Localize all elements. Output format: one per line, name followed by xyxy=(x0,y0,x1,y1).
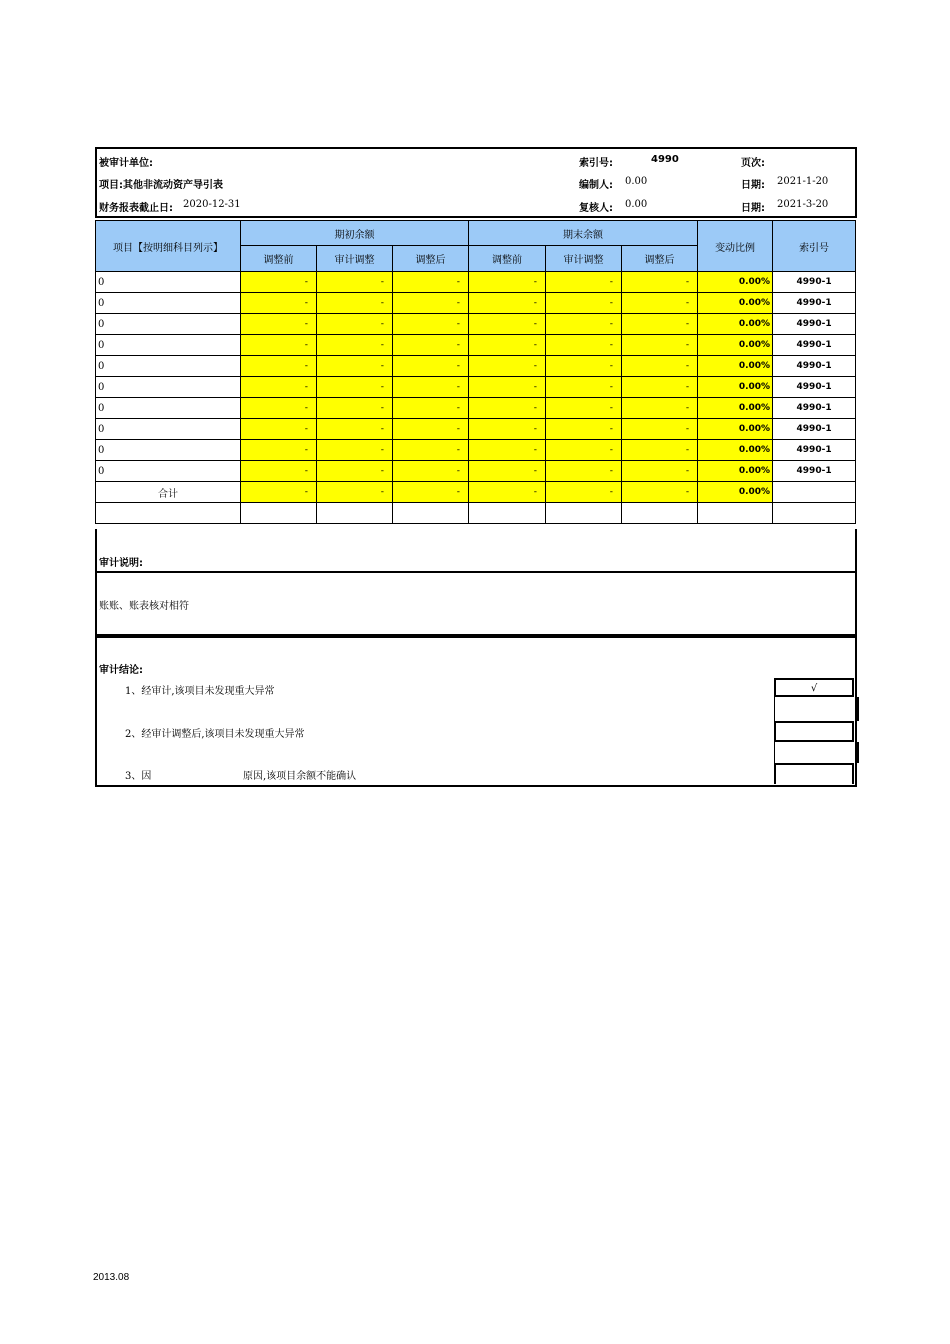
item-name-cell[interactable]: 0 xyxy=(96,335,241,356)
col-header-item: 项目【按明细科目列示】 xyxy=(96,221,241,272)
conclusion-label: 审计结论: xyxy=(99,665,143,676)
amount-cell[interactable]: - xyxy=(469,314,546,335)
amount-cell[interactable]: - xyxy=(393,272,469,293)
amount-cell[interactable]: - xyxy=(317,377,393,398)
table-row xyxy=(96,440,856,461)
amount-cell[interactable]: - xyxy=(622,335,698,356)
amount-cell[interactable]: - xyxy=(469,272,546,293)
reviewer-value[interactable]: 0.00 xyxy=(625,199,648,210)
amount-cell[interactable]: - xyxy=(622,293,698,314)
index-cell[interactable]: 4990-1 xyxy=(773,335,856,356)
amount-cell[interactable]: - xyxy=(622,314,698,335)
change-ratio-cell: 0.00% xyxy=(698,419,773,440)
total-row xyxy=(96,482,856,503)
index-cell[interactable]: 4990-1 xyxy=(773,356,856,377)
empty-cell[interactable] xyxy=(546,503,622,524)
conclusion-1-checkbox[interactable]: √ xyxy=(774,678,854,697)
conclusion-spacer xyxy=(774,697,859,721)
amount-cell[interactable]: - xyxy=(546,356,622,377)
empty-cell[interactable] xyxy=(773,503,856,524)
amount-cell[interactable]: - xyxy=(393,482,469,503)
amount-cell[interactable]: - xyxy=(622,377,698,398)
conclusion-3-checkbox[interactable] xyxy=(774,763,854,784)
period-label: 财务报表截止日: xyxy=(99,203,173,214)
change-ratio-cell: 0.00% xyxy=(698,314,773,335)
index-cell[interactable] xyxy=(773,482,856,503)
amount-cell[interactable]: - xyxy=(241,335,317,356)
col-header-index: 索引号 xyxy=(773,221,856,272)
amount-cell[interactable]: - xyxy=(241,440,317,461)
item-name-cell[interactable]: 0 xyxy=(96,419,241,440)
empty-cell[interactable] xyxy=(698,503,773,524)
col-header-end-balance: 期末余额 xyxy=(469,221,698,246)
amount-cell[interactable]: - xyxy=(393,377,469,398)
index-label: 索引号: xyxy=(579,158,613,169)
change-ratio-cell: 0.00% xyxy=(698,377,773,398)
index-value[interactable]: 4990 xyxy=(651,154,679,165)
amount-cell[interactable]: - xyxy=(241,356,317,377)
empty-row xyxy=(96,503,856,524)
amount-cell[interactable]: - xyxy=(317,356,393,377)
amount-cell[interactable]: - xyxy=(317,461,393,482)
item-name-cell[interactable]: 合计 xyxy=(96,482,241,503)
item-name-cell[interactable]: 0 xyxy=(96,377,241,398)
amount-cell[interactable]: - xyxy=(622,482,698,503)
col-header-change-ratio: 变动比例 xyxy=(698,221,773,272)
amount-cell[interactable]: - xyxy=(546,419,622,440)
index-cell[interactable]: 4990-1 xyxy=(773,419,856,440)
amount-cell[interactable]: - xyxy=(317,272,393,293)
amount-cell[interactable]: - xyxy=(622,419,698,440)
amount-cell[interactable]: - xyxy=(622,440,698,461)
table-row xyxy=(96,377,856,398)
conclusion-2-checkbox[interactable] xyxy=(774,721,854,742)
amount-cell[interactable]: - xyxy=(469,398,546,419)
amount-cell[interactable]: - xyxy=(546,440,622,461)
amount-cell[interactable]: - xyxy=(546,482,622,503)
sub-header-adjust: 审计调整 xyxy=(317,246,393,272)
sub-header-before: 调整前 xyxy=(241,246,317,272)
table-row xyxy=(96,356,856,377)
date1-label: 日期: xyxy=(741,180,765,191)
item-name-cell[interactable]: 0 xyxy=(96,398,241,419)
amount-cell[interactable]: - xyxy=(317,440,393,461)
index-cell[interactable]: 4990-1 xyxy=(773,272,856,293)
amount-cell[interactable]: - xyxy=(317,314,393,335)
amount-cell[interactable]: - xyxy=(317,419,393,440)
audit-note-block xyxy=(95,571,857,638)
amount-cell[interactable]: - xyxy=(622,356,698,377)
empty-cell[interactable] xyxy=(393,503,469,524)
amount-cell[interactable]: - xyxy=(546,272,622,293)
change-ratio-cell: 0.00% xyxy=(698,440,773,461)
amount-cell[interactable]: - xyxy=(622,398,698,419)
preparer-label: 编制人: xyxy=(579,180,613,191)
change-ratio-cell: 0.00% xyxy=(698,335,773,356)
empty-cell[interactable] xyxy=(96,503,241,524)
amount-cell[interactable]: - xyxy=(241,398,317,419)
amount-cell[interactable]: - xyxy=(317,335,393,356)
item-name-cell[interactable]: 0 xyxy=(96,440,241,461)
table-row xyxy=(96,335,856,356)
amount-cell[interactable]: - xyxy=(393,398,469,419)
index-cell[interactable]: 4990-1 xyxy=(773,440,856,461)
amount-cell[interactable]: - xyxy=(393,440,469,461)
audit-note-label-row xyxy=(95,529,857,573)
amount-cell[interactable]: - xyxy=(469,419,546,440)
item-name-cell[interactable]: 0 xyxy=(96,272,241,293)
amount-cell[interactable]: - xyxy=(393,335,469,356)
amount-cell[interactable]: - xyxy=(317,482,393,503)
project-label: 项目:其他非流动资产导引表 xyxy=(99,180,223,191)
table-row xyxy=(96,398,856,419)
amount-cell[interactable]: - xyxy=(317,293,393,314)
amount-cell[interactable]: - xyxy=(469,461,546,482)
empty-cell[interactable] xyxy=(317,503,393,524)
sub-header-after: 调整后 xyxy=(622,246,698,272)
amount-cell[interactable]: - xyxy=(241,272,317,293)
conclusion-spacer xyxy=(774,742,859,763)
amount-cell[interactable]: - xyxy=(469,293,546,314)
amount-cell[interactable]: - xyxy=(393,419,469,440)
conclusion-1-text: 1、经审计,该项目未发现重大异常 xyxy=(125,686,275,697)
amount-cell[interactable]: - xyxy=(469,440,546,461)
conclusion-2-text: 2、经审计调整后,该项目未发现重大异常 xyxy=(125,729,305,740)
index-cell[interactable]: 4990-1 xyxy=(773,293,856,314)
balance-table xyxy=(95,220,856,524)
index-cell[interactable]: 4990-1 xyxy=(773,377,856,398)
amount-cell[interactable]: - xyxy=(241,293,317,314)
date1-value[interactable]: 2021-1-20 xyxy=(777,176,829,187)
sub-header-adjust: 审计调整 xyxy=(546,246,622,272)
amount-cell[interactable]: - xyxy=(546,461,622,482)
sub-header-before: 调整前 xyxy=(469,246,546,272)
amount-cell[interactable]: - xyxy=(393,356,469,377)
table-row xyxy=(96,419,856,440)
change-ratio-cell: 0.00% xyxy=(698,272,773,293)
amount-cell[interactable]: - xyxy=(393,293,469,314)
date2-label: 日期: xyxy=(741,203,765,214)
amount-cell[interactable]: - xyxy=(546,398,622,419)
amount-cell[interactable]: - xyxy=(393,461,469,482)
amount-cell[interactable]: - xyxy=(469,482,546,503)
header-block xyxy=(95,147,857,218)
change-ratio-cell: 0.00% xyxy=(698,356,773,377)
date2-value[interactable]: 2021-3-20 xyxy=(777,199,829,210)
empty-cell[interactable] xyxy=(469,503,546,524)
amount-cell[interactable]: - xyxy=(546,377,622,398)
table-row xyxy=(96,293,856,314)
amount-cell[interactable]: - xyxy=(546,314,622,335)
amount-cell[interactable]: - xyxy=(317,398,393,419)
page-label: 页次: xyxy=(741,158,765,169)
audit-note-label: 审计说明: xyxy=(99,558,143,569)
change-ratio-cell: 0.00% xyxy=(698,482,773,503)
table-row xyxy=(96,461,856,482)
amount-cell[interactable]: - xyxy=(622,272,698,293)
preparer-value[interactable]: 0.00 xyxy=(625,176,648,187)
amount-cell[interactable]: - xyxy=(241,419,317,440)
period-value[interactable]: 2020-12-31 xyxy=(183,199,241,210)
index-cell[interactable]: 4990-1 xyxy=(773,398,856,419)
amount-cell[interactable]: - xyxy=(241,377,317,398)
item-name-cell[interactable]: 0 xyxy=(96,356,241,377)
conclusion-block xyxy=(95,634,857,787)
sub-header-after: 调整后 xyxy=(393,246,469,272)
entity-label: 被审计单位: xyxy=(99,158,153,169)
item-name-cell[interactable]: 0 xyxy=(96,293,241,314)
conclusion-3-text: 3、因 xyxy=(125,771,152,782)
empty-cell[interactable] xyxy=(241,503,317,524)
index-cell[interactable]: 4990-1 xyxy=(773,314,856,335)
amount-cell[interactable]: - xyxy=(241,482,317,503)
amount-cell[interactable]: - xyxy=(469,335,546,356)
change-ratio-cell: 0.00% xyxy=(698,398,773,419)
amount-cell[interactable]: - xyxy=(622,461,698,482)
table-row xyxy=(96,314,856,335)
table-row xyxy=(96,272,856,293)
audit-note-text[interactable]: 账账、账表核对相符 xyxy=(99,601,189,612)
col-header-begin-balance: 期初余额 xyxy=(241,221,469,246)
amount-cell[interactable]: - xyxy=(469,377,546,398)
conclusion-3-reason-text: 原因,该项目余额不能确认 xyxy=(243,771,357,782)
amount-cell[interactable]: - xyxy=(546,335,622,356)
amount-cell[interactable]: - xyxy=(393,314,469,335)
index-cell[interactable]: 4990-1 xyxy=(773,461,856,482)
item-name-cell[interactable]: 0 xyxy=(96,314,241,335)
amount-cell[interactable]: - xyxy=(241,461,317,482)
amount-cell[interactable]: - xyxy=(469,356,546,377)
change-ratio-cell: 0.00% xyxy=(698,461,773,482)
reviewer-label: 复核人: xyxy=(579,203,613,214)
change-ratio-cell: 0.00% xyxy=(698,293,773,314)
amount-cell[interactable]: - xyxy=(241,314,317,335)
version-footer: 2013.08 xyxy=(93,1272,130,1283)
empty-cell[interactable] xyxy=(622,503,698,524)
amount-cell[interactable]: - xyxy=(546,293,622,314)
item-name-cell[interactable]: 0 xyxy=(96,461,241,482)
